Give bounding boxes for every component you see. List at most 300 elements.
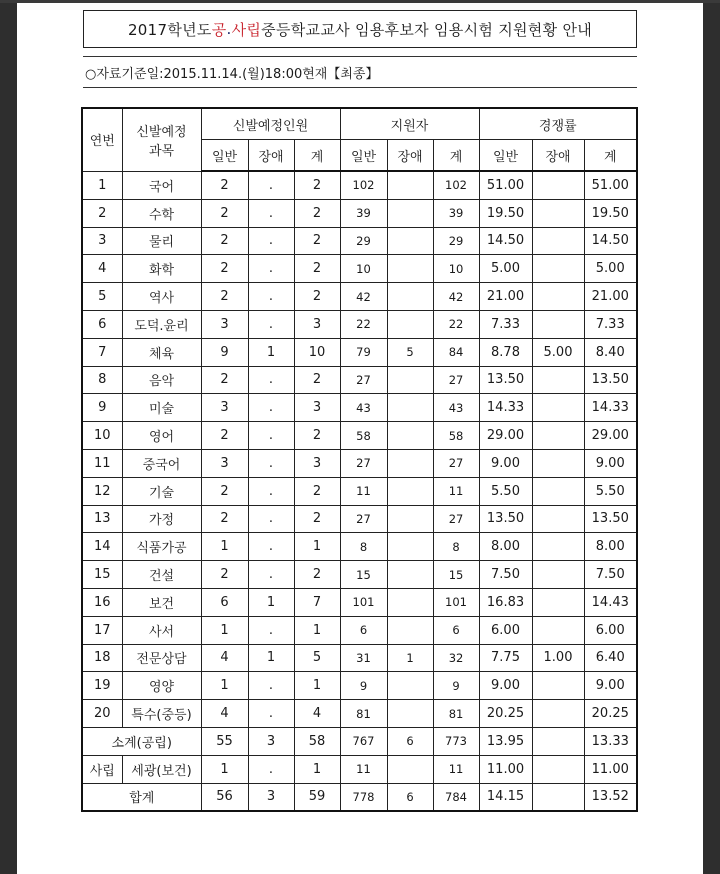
- cell-applicants-general: 102: [340, 171, 387, 199]
- cell-applicants-total: 42: [433, 283, 479, 311]
- cell-applicants-disabled: 6: [387, 783, 433, 811]
- title-prefix: 2017학년도: [127, 20, 212, 39]
- cell-applicants-general: 31: [340, 644, 387, 672]
- cell-applicants-disabled: 6: [387, 727, 433, 755]
- cell-ratio-total: 14.43: [584, 588, 637, 616]
- cell-planned-total: 58: [294, 727, 340, 755]
- cell-planned-total: 2: [294, 199, 340, 227]
- cell-planned-total: 2: [294, 366, 340, 394]
- cell-ratio-general: 5.50: [479, 477, 532, 505]
- table-row: [82, 588, 637, 616]
- cell-ratio-general: 5.00: [479, 255, 532, 283]
- cell-applicants-general: 81: [340, 700, 387, 728]
- table-body: [82, 171, 637, 811]
- cell-ratio-general: 14.50: [479, 227, 532, 255]
- cell-applicants-general: 39: [340, 199, 387, 227]
- cell-applicants-disabled: [387, 310, 433, 338]
- cell-planned-disabled: .: [248, 700, 294, 728]
- cell-no: 9: [82, 394, 122, 422]
- cell-applicants-total: 9: [433, 672, 479, 700]
- cell-applicants-total: 11: [433, 755, 479, 783]
- cell-planned-general: 1: [201, 533, 248, 561]
- cell-planned-disabled: .: [248, 505, 294, 533]
- header-planned: 신발예정인원: [201, 108, 340, 140]
- cell-ratio-general: 13.50: [479, 366, 532, 394]
- cell-planned-general: 2: [201, 199, 248, 227]
- cell-ratio-general: 9.00: [479, 672, 532, 700]
- cell-subject: 가정: [122, 505, 201, 533]
- cell-planned-total: 2: [294, 283, 340, 311]
- cell-no: 14: [82, 533, 122, 561]
- right-frame: [703, 0, 720, 874]
- cell-applicants-total: 773: [433, 727, 479, 755]
- cell-applicants-disabled: [387, 199, 433, 227]
- cell-ratio-total: 14.33: [584, 394, 637, 422]
- cell-planned-general: 2: [201, 171, 248, 199]
- cell-planned-general: 2: [201, 366, 248, 394]
- cell-ratio-disabled: [532, 199, 584, 227]
- cell-applicants-general: 29: [340, 227, 387, 255]
- cell-no: 12: [82, 477, 122, 505]
- table-row: [82, 171, 637, 199]
- cell-ratio-disabled: [532, 422, 584, 450]
- cell-ratio-disabled: [532, 310, 584, 338]
- cell-planned-general: 3: [201, 310, 248, 338]
- cell-ratio-disabled: [532, 561, 584, 589]
- cell-planned-general: 1: [201, 616, 248, 644]
- cell-planned-disabled: .: [248, 755, 294, 783]
- subtotal-label: 소계(공립): [82, 727, 201, 755]
- cell-applicants-total: 6: [433, 616, 479, 644]
- header-planned-total: 계: [294, 140, 340, 172]
- cell-subject: 보건: [122, 588, 201, 616]
- top-frame: [0, 0, 720, 3]
- cell-planned-disabled: .: [248, 422, 294, 450]
- cell-no: 2: [82, 199, 122, 227]
- cell-ratio-disabled: [532, 449, 584, 477]
- cell-ratio-total: 7.50: [584, 561, 637, 589]
- table-row: [82, 616, 637, 644]
- cell-planned-disabled: .: [248, 449, 294, 477]
- cell-applicants-total: 32: [433, 644, 479, 672]
- cell-planned-disabled: 1: [248, 588, 294, 616]
- cell-planned-disabled: .: [248, 283, 294, 311]
- cell-applicants-general: 22: [340, 310, 387, 338]
- table-row: [82, 227, 637, 255]
- cell-ratio-disabled: [532, 533, 584, 561]
- cell-applicants-disabled: [387, 672, 433, 700]
- cell-subject: 미술: [122, 394, 201, 422]
- table-row: [82, 394, 637, 422]
- cell-planned-disabled: 1: [248, 644, 294, 672]
- cell-applicants-disabled: [387, 255, 433, 283]
- cell-ratio-total: 5.00: [584, 255, 637, 283]
- cell-subject: 영어: [122, 422, 201, 450]
- cell-ratio-general: 16.83: [479, 588, 532, 616]
- table-row: [82, 338, 637, 366]
- cell-subject: 도덕.윤리: [122, 310, 201, 338]
- cell-planned-general: 2: [201, 477, 248, 505]
- private-subject: 세광(보건): [122, 755, 201, 783]
- cell-applicants-total: 84: [433, 338, 479, 366]
- header-subject: [122, 108, 201, 171]
- cell-applicants-general: 42: [340, 283, 387, 311]
- header-applicants-total: 계: [433, 140, 479, 172]
- cell-ratio-total: 5.50: [584, 477, 637, 505]
- cell-planned-total: 3: [294, 449, 340, 477]
- cell-applicants-general: 10: [340, 255, 387, 283]
- cell-ratio-general: 14.15: [479, 783, 532, 811]
- cell-ratio-general: 8.78: [479, 338, 532, 366]
- cell-ratio-general: 6.00: [479, 616, 532, 644]
- cell-ratio-total: 13.50: [584, 366, 637, 394]
- cell-ratio-total: 13.33: [584, 727, 637, 755]
- cell-ratio-total: 7.33: [584, 310, 637, 338]
- document-title: [83, 10, 637, 48]
- cell-no: 10: [82, 422, 122, 450]
- cell-applicants-total: 58: [433, 422, 479, 450]
- cell-applicants-disabled: [387, 283, 433, 311]
- cell-planned-total: 1: [294, 755, 340, 783]
- table-row: [82, 533, 637, 561]
- cell-applicants-general: 27: [340, 449, 387, 477]
- cell-planned-total: 5: [294, 644, 340, 672]
- cell-ratio-general: 11.00: [479, 755, 532, 783]
- cell-applicants-disabled: [387, 477, 433, 505]
- cell-ratio-disabled: [532, 477, 584, 505]
- cell-ratio-total: 21.00: [584, 283, 637, 311]
- cell-planned-disabled: .: [248, 255, 294, 283]
- cell-ratio-disabled: [532, 755, 584, 783]
- cell-applicants-disabled: [387, 422, 433, 450]
- cell-applicants-total: 22: [433, 310, 479, 338]
- cell-applicants-general: 15: [340, 561, 387, 589]
- title-highlight-private: 사립: [231, 20, 262, 39]
- cell-planned-disabled: .: [248, 672, 294, 700]
- cell-planned-general: 2: [201, 505, 248, 533]
- cell-no: 18: [82, 644, 122, 672]
- cell-ratio-general: 51.00: [479, 171, 532, 199]
- cell-planned-general: 2: [201, 255, 248, 283]
- reference-date-line: ○자료기준일:2015.11.14.(월)18:00현재【최종】: [83, 56, 637, 88]
- cell-applicants-total: 39: [433, 199, 479, 227]
- cell-ratio-total: 51.00: [584, 171, 637, 199]
- cell-no: 4: [82, 255, 122, 283]
- title-highlight-public: 공: [211, 20, 227, 39]
- cell-ratio-disabled: 1.00: [532, 644, 584, 672]
- cell-applicants-total: 8: [433, 533, 479, 561]
- cell-ratio-disabled: [532, 171, 584, 199]
- cell-planned-total: 2: [294, 227, 340, 255]
- cell-planned-general: 4: [201, 700, 248, 728]
- cell-planned-total: 2: [294, 171, 340, 199]
- cell-planned-general: 4: [201, 644, 248, 672]
- subtotal-row: [82, 727, 637, 755]
- cell-ratio-general: 21.00: [479, 283, 532, 311]
- cell-planned-disabled: 3: [248, 783, 294, 811]
- cell-planned-general: 6: [201, 588, 248, 616]
- cell-ratio-disabled: [532, 227, 584, 255]
- cell-applicants-total: 27: [433, 449, 479, 477]
- cell-no: 17: [82, 616, 122, 644]
- cell-planned-total: 4: [294, 700, 340, 728]
- cell-no: 8: [82, 366, 122, 394]
- cell-planned-disabled: .: [248, 616, 294, 644]
- cell-applicants-general: 79: [340, 338, 387, 366]
- header-planned-general: 일반: [201, 140, 248, 172]
- cell-ratio-general: 19.50: [479, 199, 532, 227]
- cell-planned-disabled: .: [248, 199, 294, 227]
- cell-subject: 영양: [122, 672, 201, 700]
- cell-subject: 체육: [122, 338, 201, 366]
- table-row: [82, 366, 637, 394]
- table-row: [82, 672, 637, 700]
- cell-applicants-general: 43: [340, 394, 387, 422]
- cell-no: 3: [82, 227, 122, 255]
- cell-applicants-total: 10: [433, 255, 479, 283]
- cell-ratio-disabled: [532, 366, 584, 394]
- cell-planned-total: 7: [294, 588, 340, 616]
- cell-no: 6: [82, 310, 122, 338]
- cell-no: 19: [82, 672, 122, 700]
- cell-ratio-total: 11.00: [584, 755, 637, 783]
- cell-ratio-total: 6.00: [584, 616, 637, 644]
- cell-planned-general: 1: [201, 672, 248, 700]
- cell-ratio-disabled: [532, 255, 584, 283]
- cell-ratio-disabled: [532, 588, 584, 616]
- cell-planned-disabled: 3: [248, 727, 294, 755]
- cell-applicants-disabled: [387, 561, 433, 589]
- cell-planned-total: 2: [294, 477, 340, 505]
- cell-planned-total: 10: [294, 338, 340, 366]
- cell-planned-disabled: .: [248, 171, 294, 199]
- cell-planned-disabled: .: [248, 533, 294, 561]
- cell-applicants-disabled: [387, 755, 433, 783]
- cell-ratio-general: 7.33: [479, 310, 532, 338]
- cell-ratio-total: 20.25: [584, 700, 637, 728]
- header-subject-line2: 과목: [148, 143, 175, 159]
- cell-subject: 특수(중등): [122, 700, 201, 728]
- cell-ratio-disabled: [532, 394, 584, 422]
- cell-ratio-disabled: [532, 700, 584, 728]
- cell-planned-total: 2: [294, 561, 340, 589]
- cell-planned-total: 3: [294, 394, 340, 422]
- cell-applicants-disabled: [387, 616, 433, 644]
- cell-ratio-disabled: [532, 783, 584, 811]
- cell-applicants-general: 27: [340, 366, 387, 394]
- cell-applicants-general: 767: [340, 727, 387, 755]
- cell-applicants-general: 101: [340, 588, 387, 616]
- cell-subject: 화학: [122, 255, 201, 283]
- cell-ratio-general: 29.00: [479, 422, 532, 450]
- cell-planned-general: 2: [201, 561, 248, 589]
- table-row: [82, 449, 637, 477]
- cell-subject: 건설: [122, 561, 201, 589]
- cell-planned-disabled: .: [248, 227, 294, 255]
- cell-ratio-general: 8.00: [479, 533, 532, 561]
- header-ratio: 경쟁률: [479, 108, 637, 140]
- cell-applicants-disabled: [387, 700, 433, 728]
- cell-ratio-general: 14.33: [479, 394, 532, 422]
- cell-subject: 사서: [122, 616, 201, 644]
- cell-ratio-total: 8.00: [584, 533, 637, 561]
- header-ratio-disabled: 장애: [532, 140, 584, 172]
- cell-ratio-total: 9.00: [584, 449, 637, 477]
- title-dot: .: [226, 20, 232, 38]
- cell-no: 5: [82, 283, 122, 311]
- cell-planned-disabled: .: [248, 366, 294, 394]
- cell-ratio-disabled: [532, 616, 584, 644]
- cell-applicants-disabled: [387, 449, 433, 477]
- cell-applicants-disabled: [387, 505, 433, 533]
- cell-planned-general: 3: [201, 449, 248, 477]
- cell-applicants-total: 29: [433, 227, 479, 255]
- cell-subject: 식품가공: [122, 533, 201, 561]
- cell-no: 15: [82, 561, 122, 589]
- cell-planned-total: 2: [294, 255, 340, 283]
- table-row: [82, 422, 637, 450]
- cell-applicants-disabled: 5: [387, 338, 433, 366]
- cell-subject: 역사: [122, 283, 201, 311]
- header-planned-disabled: 장애: [248, 140, 294, 172]
- cell-subject: 수학: [122, 199, 201, 227]
- cell-planned-disabled: .: [248, 394, 294, 422]
- cell-applicants-total: 27: [433, 505, 479, 533]
- cell-planned-total: 1: [294, 533, 340, 561]
- cell-subject: 물리: [122, 227, 201, 255]
- table-row: [82, 283, 637, 311]
- cell-applicants-disabled: [387, 171, 433, 199]
- title-suffix: 중등학교교사 임용후보자 임용시험 지원현황 안내: [261, 20, 593, 39]
- left-frame: [0, 0, 17, 874]
- cell-planned-general: 2: [201, 422, 248, 450]
- cell-subject: 음악: [122, 366, 201, 394]
- cell-applicants-general: 11: [340, 755, 387, 783]
- cell-ratio-total: 29.00: [584, 422, 637, 450]
- cell-applicants-disabled: [387, 394, 433, 422]
- cell-applicants-disabled: [387, 588, 433, 616]
- cell-planned-total: 1: [294, 616, 340, 644]
- cell-applicants-total: 102: [433, 171, 479, 199]
- cell-subject: 전문상담: [122, 644, 201, 672]
- cell-ratio-general: 9.00: [479, 449, 532, 477]
- cell-applicants-general: 6: [340, 616, 387, 644]
- cell-ratio-disabled: [532, 283, 584, 311]
- cell-applicants-total: 101: [433, 588, 479, 616]
- cell-planned-general: 9: [201, 338, 248, 366]
- cell-applicants-total: 81: [433, 700, 479, 728]
- grand-total-label: 합계: [82, 783, 201, 811]
- private-label: 사립: [82, 755, 122, 783]
- header-ratio-general: 일반: [479, 140, 532, 172]
- header-applicants-general: 일반: [340, 140, 387, 172]
- cell-planned-disabled: 1: [248, 338, 294, 366]
- cell-ratio-disabled: [532, 672, 584, 700]
- cell-ratio-general: 13.95: [479, 727, 532, 755]
- cell-planned-disabled: .: [248, 310, 294, 338]
- table-row: [82, 199, 637, 227]
- cell-subject: 기술: [122, 477, 201, 505]
- cell-applicants-total: 27: [433, 366, 479, 394]
- table-row: [82, 255, 637, 283]
- cell-applicants-general: 27: [340, 505, 387, 533]
- header-applicants-disabled: 장애: [387, 140, 433, 172]
- cell-ratio-general: 7.50: [479, 561, 532, 589]
- cell-applicants-general: 58: [340, 422, 387, 450]
- cell-ratio-general: 13.50: [479, 505, 532, 533]
- cell-no: 13: [82, 505, 122, 533]
- cell-planned-disabled: .: [248, 561, 294, 589]
- table-row: [82, 644, 637, 672]
- cell-planned-disabled: .: [248, 477, 294, 505]
- cell-planned-general: 2: [201, 227, 248, 255]
- header-applicants: 지원자: [340, 108, 479, 140]
- cell-ratio-total: 19.50: [584, 199, 637, 227]
- cell-planned-total: 1: [294, 672, 340, 700]
- cell-ratio-total: 14.50: [584, 227, 637, 255]
- header-ratio-total: 계: [584, 140, 637, 172]
- cell-planned-total: 3: [294, 310, 340, 338]
- private-row: [82, 755, 637, 783]
- table-row: [82, 310, 637, 338]
- cell-applicants-disabled: [387, 366, 433, 394]
- cell-planned-general: 55: [201, 727, 248, 755]
- table-row: [82, 561, 637, 589]
- cell-subject: 국어: [122, 171, 201, 199]
- cell-planned-general: 1: [201, 755, 248, 783]
- cell-ratio-total: 9.00: [584, 672, 637, 700]
- applicant-status-table: [81, 107, 638, 812]
- cell-applicants-general: 778: [340, 783, 387, 811]
- cell-planned-general: 56: [201, 783, 248, 811]
- cell-planned-general: 3: [201, 394, 248, 422]
- header-no: 연번: [82, 108, 122, 171]
- cell-applicants-total: 11: [433, 477, 479, 505]
- cell-ratio-disabled: [532, 727, 584, 755]
- cell-applicants-disabled: [387, 227, 433, 255]
- cell-subject: 중국어: [122, 449, 201, 477]
- cell-ratio-disabled: 5.00: [532, 338, 584, 366]
- table-row: [82, 700, 637, 728]
- cell-ratio-total: 13.50: [584, 505, 637, 533]
- cell-ratio-total: 8.40: [584, 338, 637, 366]
- cell-applicants-disabled: [387, 533, 433, 561]
- cell-planned-total: 59: [294, 783, 340, 811]
- cell-planned-total: 2: [294, 422, 340, 450]
- cell-ratio-general: 7.75: [479, 644, 532, 672]
- cell-no: 20: [82, 700, 122, 728]
- cell-applicants-total: 43: [433, 394, 479, 422]
- cell-applicants-disabled: 1: [387, 644, 433, 672]
- cell-ratio-general: 20.25: [479, 700, 532, 728]
- cell-applicants-total: 784: [433, 783, 479, 811]
- cell-applicants-total: 15: [433, 561, 479, 589]
- cell-no: 7: [82, 338, 122, 366]
- cell-planned-general: 2: [201, 283, 248, 311]
- cell-no: 16: [82, 588, 122, 616]
- table-row: [82, 477, 637, 505]
- cell-no: 11: [82, 449, 122, 477]
- cell-applicants-general: 8: [340, 533, 387, 561]
- table-row: [82, 505, 637, 533]
- cell-applicants-general: 11: [340, 477, 387, 505]
- cell-no: 1: [82, 171, 122, 199]
- grand-total-row: [82, 783, 637, 811]
- cell-ratio-total: 13.52: [584, 783, 637, 811]
- cell-planned-total: 2: [294, 505, 340, 533]
- cell-ratio-total: 6.40: [584, 644, 637, 672]
- cell-ratio-disabled: [532, 505, 584, 533]
